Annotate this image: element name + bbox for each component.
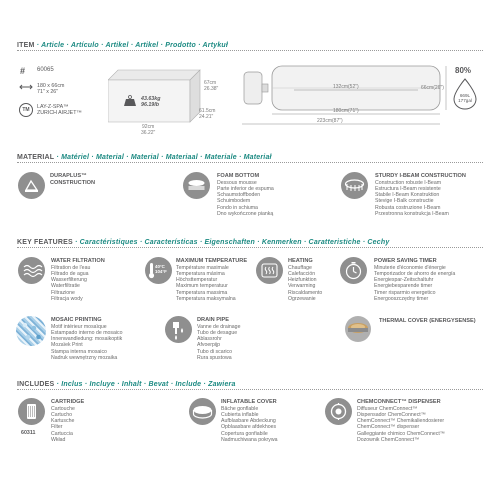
material-duraplus — [50, 173, 95, 186]
feature-water-filtration-title: WATER FILTRATION — [51, 258, 105, 264]
material-divider — [17, 162, 483, 163]
i-beam-icon — [341, 172, 368, 199]
feature-heating-title: HEATING — [288, 258, 313, 264]
feature-mosaic-translations — [51, 324, 123, 362]
drain-pipe-icon — [165, 316, 192, 343]
material-foam-line: Fondo in schiuma — [217, 204, 258, 211]
feature-line: Température maximale — [176, 264, 229, 271]
feature-line: Energiebesparende timer — [374, 283, 433, 290]
mosaic-pattern-icon — [16, 316, 46, 346]
feature-line: Temperatura máxima — [176, 270, 225, 277]
item-heading — [17, 42, 228, 49]
feature-line: Tubo de desague — [197, 329, 238, 336]
include-line: Cartucho — [51, 411, 73, 418]
box-width-inch: 24.21" — [199, 114, 214, 120]
include-line: Kartusche — [51, 418, 75, 425]
feature-line: Minuterie d'économie d'énergie — [374, 264, 446, 271]
feature-drain-title: DRAIN PIPE — [197, 317, 230, 323]
include-cartridge-translations — [51, 406, 84, 444]
material-foam-line: Schaumstoffboden — [217, 192, 261, 199]
includes-divider — [17, 389, 483, 390]
feature-line: Temporizador de ahorro de energía — [374, 270, 456, 277]
thermometer-icon-fahrenheit: 104°F — [155, 269, 167, 275]
features-divider — [17, 247, 483, 248]
feature-line: Afvoerpijp — [197, 342, 221, 349]
heating-icon — [256, 257, 283, 284]
fill-volume-liters: 669L — [459, 93, 471, 98]
box-width — [199, 108, 215, 120]
material-heading-main: MATERIAL — [17, 154, 55, 161]
tm-badge-icon: TM — [19, 103, 33, 117]
feature-line: Innenwandledung: mosaikoptik — [51, 336, 123, 343]
material-ibeam-line: Stabile I-Beam Konstruktion — [375, 192, 440, 199]
material-foam-line: Dno wykończone pianką — [217, 210, 274, 217]
feature-line: Timer risparmio energetico — [374, 289, 436, 296]
timer-icon — [340, 257, 367, 284]
item-size-inch: 71" x 26" — [37, 89, 59, 95]
material-ibeam-line: Construction robuste I-Beam — [375, 179, 442, 186]
feature-line: Wasserfilterung — [51, 277, 87, 284]
feature-line: Vanne de drainage — [197, 323, 241, 330]
thermometer-icon-temp — [155, 264, 167, 275]
feature-line: Filtracja wody — [51, 295, 83, 302]
include-chemconnect-title: CHEMCONNECT™ DISPENSER — [357, 399, 441, 405]
feature-line: Verwarming — [288, 283, 316, 290]
weight-icon — [124, 95, 136, 106]
feature-line: Energooszczędny timer — [374, 295, 429, 302]
material-foam-line: Schuimbodem — [217, 198, 251, 205]
feature-power-saving-timer — [374, 258, 455, 302]
include-line: Copertura gonfiabile — [221, 430, 268, 437]
item-divider — [17, 50, 483, 51]
material-heading — [17, 154, 272, 161]
chemconnect-dispenser-icon — [325, 398, 352, 425]
fill-percentage: 80% — [455, 66, 472, 75]
feature-line: Waterfiltratie — [51, 283, 80, 290]
material-i-beam — [375, 173, 466, 217]
include-cartridge-title: CARTRIDGE — [51, 399, 85, 405]
item-code: 60065 — [37, 67, 54, 73]
material-foam-bottom — [217, 173, 274, 217]
feature-line: Estampado interno de mosaico — [51, 329, 123, 336]
box-height-cm: 67cm — [204, 80, 217, 86]
feature-line: Riscaldamento — [288, 289, 323, 296]
feature-line: Chauffage — [288, 264, 312, 271]
include-line: Dispensador ChemConnect™ — [357, 411, 426, 418]
feature-thermal-cover-title: THERMAL COVER (ENERGYSENSE) — [379, 318, 476, 324]
include-cover-translations — [221, 406, 278, 444]
features-heading — [17, 239, 389, 246]
material-ibeam-title: STURDY I-BEAM CONSTRUCTION — [375, 173, 466, 179]
include-cover-title: INFLATABLE COVER — [221, 399, 277, 405]
feature-heating-translations — [288, 265, 322, 303]
include-line: Nadmuchiwana pokrywa — [221, 436, 278, 443]
include-inflatable-cover — [221, 399, 278, 443]
include-line: Opblaasbare afdekhoes — [221, 424, 277, 431]
feature-heating — [288, 258, 322, 302]
box-depth — [141, 124, 155, 136]
feature-line: Filtrazione — [51, 289, 75, 296]
duraplus-icon — [18, 172, 45, 199]
include-line: Dozownik ChemConnect™ — [357, 436, 420, 443]
feature-drain-translations — [197, 324, 240, 362]
material-ibeam-line: Stevige I-Balk constructie — [375, 198, 434, 205]
thermometer-icon-celsius: 40°C — [155, 264, 165, 269]
feature-mosaic-printing — [51, 317, 123, 361]
feature-max-temperature — [176, 258, 247, 302]
include-line: Aufblasbare Abdeckung — [221, 418, 276, 425]
features-heading-translations: · Caractéristiques · Características · Eigenschaften · Kenmerken · Caratteristiche · Cechy — [72, 239, 390, 246]
feature-mosaic-title: MOSAIC PRINTING — [51, 317, 102, 323]
fill-volume-gallons: 177gal — [458, 98, 472, 104]
box-width-cm: 61.5cm — [199, 108, 216, 114]
include-line: Diffuseur ChemConnect™ — [357, 405, 418, 412]
size-arrow-icon — [19, 83, 33, 91]
include-chemconnect — [357, 399, 445, 443]
spa-total-length: 223cm(87") — [317, 118, 343, 124]
include-chemconnect-translations — [357, 406, 445, 444]
cartridge-icon — [18, 398, 45, 425]
include-line: Cartouche — [51, 405, 75, 412]
feature-max-temperature-title: MAXIMUM TEMPERATURE — [176, 258, 248, 264]
feature-line: Temperatura maksymalna — [176, 295, 236, 302]
feature-line: Höchsttemperatur — [176, 277, 218, 284]
foam-bottom-icon — [183, 172, 210, 199]
include-line: Bâche gonflable — [221, 405, 259, 412]
box-height — [204, 80, 218, 92]
thermal-cover-icon — [345, 316, 371, 342]
feature-drain-pipe — [197, 317, 240, 361]
item-heading-main: ITEM — [17, 42, 35, 49]
water-filtration-icon — [18, 257, 45, 284]
feature-thermal-cover — [379, 318, 476, 325]
inflatable-cover-icon — [189, 398, 216, 425]
box-depth-cm: 92cm — [142, 124, 155, 130]
feature-line: Maximum temperatuur — [176, 283, 228, 290]
includes-heading — [17, 381, 236, 388]
box-depth-inch: 36.22" — [141, 130, 156, 136]
feature-line: Rura spustowa — [197, 354, 232, 361]
item-model-brand: LAY-Z-SPA™ — [37, 104, 69, 110]
features-heading-main: KEY FEATURES — [17, 239, 73, 246]
cartridge-code: 60311 — [21, 430, 36, 436]
material-ibeam-line: Robusta costruzione I-Beam — [375, 204, 441, 211]
feature-line: Ablassrohr — [197, 336, 222, 343]
material-ibeam-translations — [375, 180, 466, 218]
feature-line: Ogrzewanie — [288, 295, 316, 302]
includes-heading-translations: · Inclus · Incluye · Inhalt · Bevat · Include · Zawiera — [54, 381, 236, 388]
feature-water-filtration-translations — [51, 265, 105, 303]
feature-timer-translations — [374, 265, 455, 303]
include-cartridge — [51, 399, 84, 443]
feature-max-temperature-translations — [176, 265, 247, 303]
box-weight-lb: 96.19lb — [141, 102, 159, 109]
material-duraplus-title: DURAPLUS™ — [50, 173, 87, 179]
include-line: Cubierta inflable — [221, 411, 259, 418]
include-line: Galleggiante chimico ChemConnect™ — [357, 430, 445, 437]
material-foam-line: Dessous mousse — [217, 179, 257, 186]
include-line: Wkład — [51, 436, 66, 443]
material-foam-line: Parte inferior de espuma — [217, 185, 274, 192]
include-line: Cartuccia — [51, 430, 73, 437]
item-size-cm: 180 x 66cm — [37, 83, 65, 89]
spa-inner-diameter: 132cm(52") — [333, 84, 359, 90]
item-model-name: ZURICH AIRJET™ — [37, 110, 82, 117]
item-size — [37, 83, 64, 95]
feature-line: Motif intérieur mosaïque — [51, 323, 107, 330]
feature-line: Heizfunktion — [288, 277, 317, 284]
fill-volume — [452, 93, 478, 104]
feature-line: Temperatura massima — [176, 289, 228, 296]
material-duraplus-title2: CONSTRUCTION — [50, 179, 96, 186]
feature-line: Stampa interna mosaico — [51, 348, 107, 355]
feature-line: Calefacción — [288, 270, 316, 277]
item-heading-translations: · Article · Artículo · Artikel · Artikel · Prodotto · Artykuł — [34, 42, 229, 49]
feature-line: Tubo di scarico — [197, 348, 232, 355]
spa-side-diagram — [232, 60, 462, 140]
include-line: ChemConnect™ dispenser — [357, 424, 420, 431]
material-foam-translations — [217, 180, 274, 218]
include-line: ChemConnect™ Chemikaliendosierer — [357, 418, 445, 425]
feature-water-filtration — [51, 258, 105, 302]
includes-heading-main: INCLUDES — [17, 381, 55, 388]
spa-height: 66cm(26") — [421, 85, 444, 91]
material-foam-title: FOAM BOTTOM — [217, 173, 260, 179]
thermometer-icon — [145, 257, 172, 284]
material-heading-translations: · Matériel · Material · Material · Materiaal · Materiale · Materiał — [54, 154, 272, 161]
feature-timer-title: POWER SAVING TIMER — [374, 258, 437, 264]
material-ibeam-line: Estructura I-Beam resistente — [375, 185, 441, 192]
feature-line: Nadruk wewnętrzny mozaika — [51, 354, 118, 361]
feature-line: Filtration de l'eau — [51, 264, 91, 271]
feature-line: Mozaïek Print — [51, 342, 83, 349]
box-weight — [141, 96, 160, 109]
hash-icon: # — [20, 66, 26, 76]
include-line: Filter — [51, 424, 63, 431]
box-height-inch: 26.38" — [204, 86, 219, 92]
feature-line: Energiespar-Zeitschaltuhr — [374, 277, 434, 284]
box-weight-kg: 43.63kg — [141, 96, 161, 102]
item-model — [37, 104, 82, 117]
material-ibeam-line: Przestronna konstrukcja I-Beam — [375, 210, 449, 217]
spa-outer-diameter: 180cm(71") — [333, 108, 359, 114]
feature-line: Filtrado de agua — [51, 270, 89, 277]
